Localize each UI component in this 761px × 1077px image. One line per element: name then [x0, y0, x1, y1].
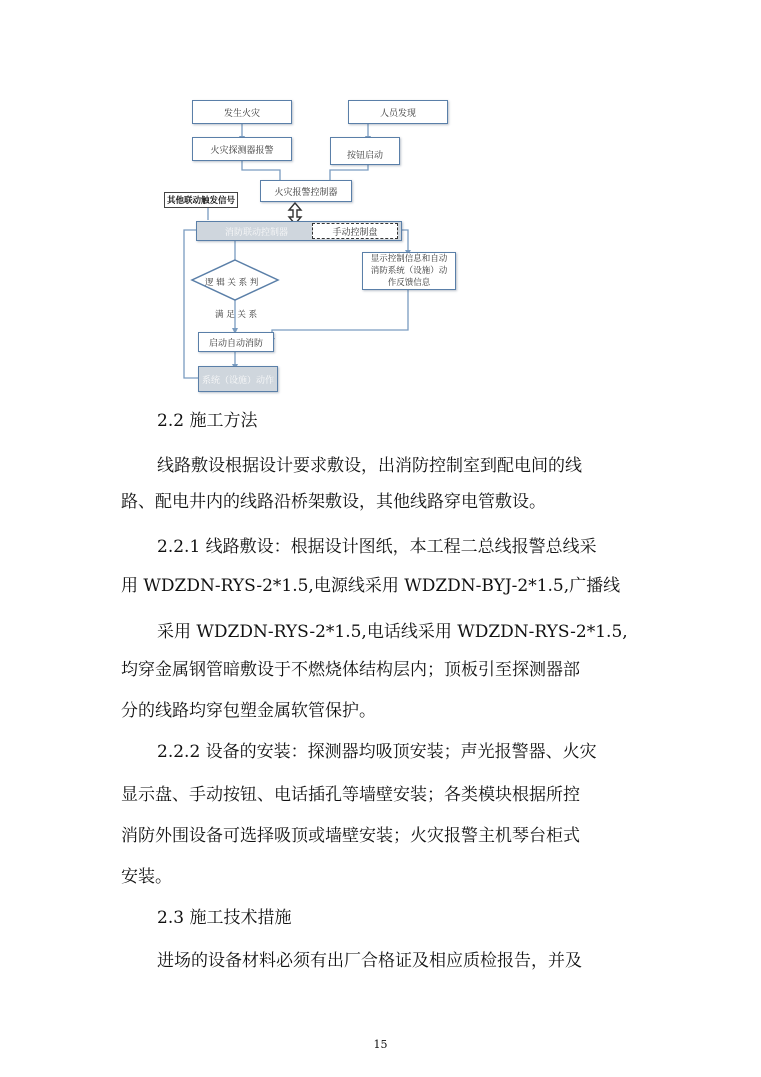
- satisfy-relation-label: 满 足 关 系: [215, 310, 258, 320]
- start-auto-fire-box: 启动自动消防: [198, 332, 274, 352]
- other-linkage-signal-label: 其他联动触发信号: [164, 192, 238, 208]
- display-feedback-line-3: 作反馈信息: [387, 278, 431, 288]
- fire-occurs-box: 发生火灾: [192, 100, 292, 124]
- display-feedback-box: [362, 252, 456, 290]
- section-2-3-line-1: 进场的设备材料必须有出厂合格证及相应质检报告，并及: [157, 951, 582, 971]
- fire-alarm-controller-box: 火灾报警控制器: [260, 180, 352, 202]
- personnel-found-box: 人员发现: [348, 100, 448, 124]
- section-2-2-1-line-3: 采用 WDZDN-RYS-2*1.5,电话线采用 WDZDN-RYS-2*1.5,: [157, 622, 628, 642]
- page-number: 15: [373, 1038, 388, 1051]
- section-2-2-1-line-5: 分的线路均穿包塑金属软管保护。: [121, 701, 376, 721]
- section-2-2-para-line-1: 线路敷设根据设计要求敷设，出消防控制室到配电间的线: [157, 456, 582, 476]
- section-2-2-2-line-2: 显示盘、手动按钮、电话插孔等墙壁安装；各类模块根据所控: [121, 785, 580, 805]
- display-feedback-line-1: 显示控制信息和自动: [370, 254, 448, 264]
- display-feedback-line-2: 消防系统（设施）动: [370, 266, 448, 276]
- fire-detector-alarm-box: 火灾探测器报警: [192, 137, 292, 161]
- section-2-2-2-line-1: 2.2.2 设备的安装：探测器均吸顶安装；声光报警器、火灾: [157, 742, 597, 762]
- fire-alarm-flowchart: [160, 90, 460, 400]
- section-2-2-heading: 2.2 施工方法: [157, 411, 258, 431]
- section-2-2-1-line-2: 用 WDZDN-RYS-2*1.5,电源线采用 WDZDN-BYJ-2*1.5,广播线: [121, 576, 621, 596]
- system-action-box: 系统（设施）动作: [198, 366, 278, 392]
- button-start-box: 按钮启动: [330, 137, 400, 165]
- manual-control-box: 手动控制盘: [312, 223, 398, 239]
- logic-check-label: 逻 辑 关 系 判: [205, 278, 259, 288]
- section-2-2-1-line-1: 2.2.1 线路敷设：根据设计图纸，本工程二总线报警总线采: [157, 537, 597, 557]
- linkage-controller-box: 消防联动控制器: [196, 221, 402, 241]
- section-2-2-2-line-4: 安装。: [121, 867, 172, 887]
- section-2-2-1-line-4: 均穿金属钢管暗敷设于不燃烧体结构层内；顶板引至探测器部: [121, 660, 580, 680]
- section-2-3-heading: 2.3 施工技术措施: [157, 908, 292, 928]
- section-2-2-2-line-3: 消防外围设备可选择吸顶或墙壁安装；火灾报警主机琴台柜式: [121, 826, 580, 846]
- section-2-2-para-line-2: 路、配电井内的线路沿桥架敷设，其他线路穿电管敷设。: [121, 492, 546, 512]
